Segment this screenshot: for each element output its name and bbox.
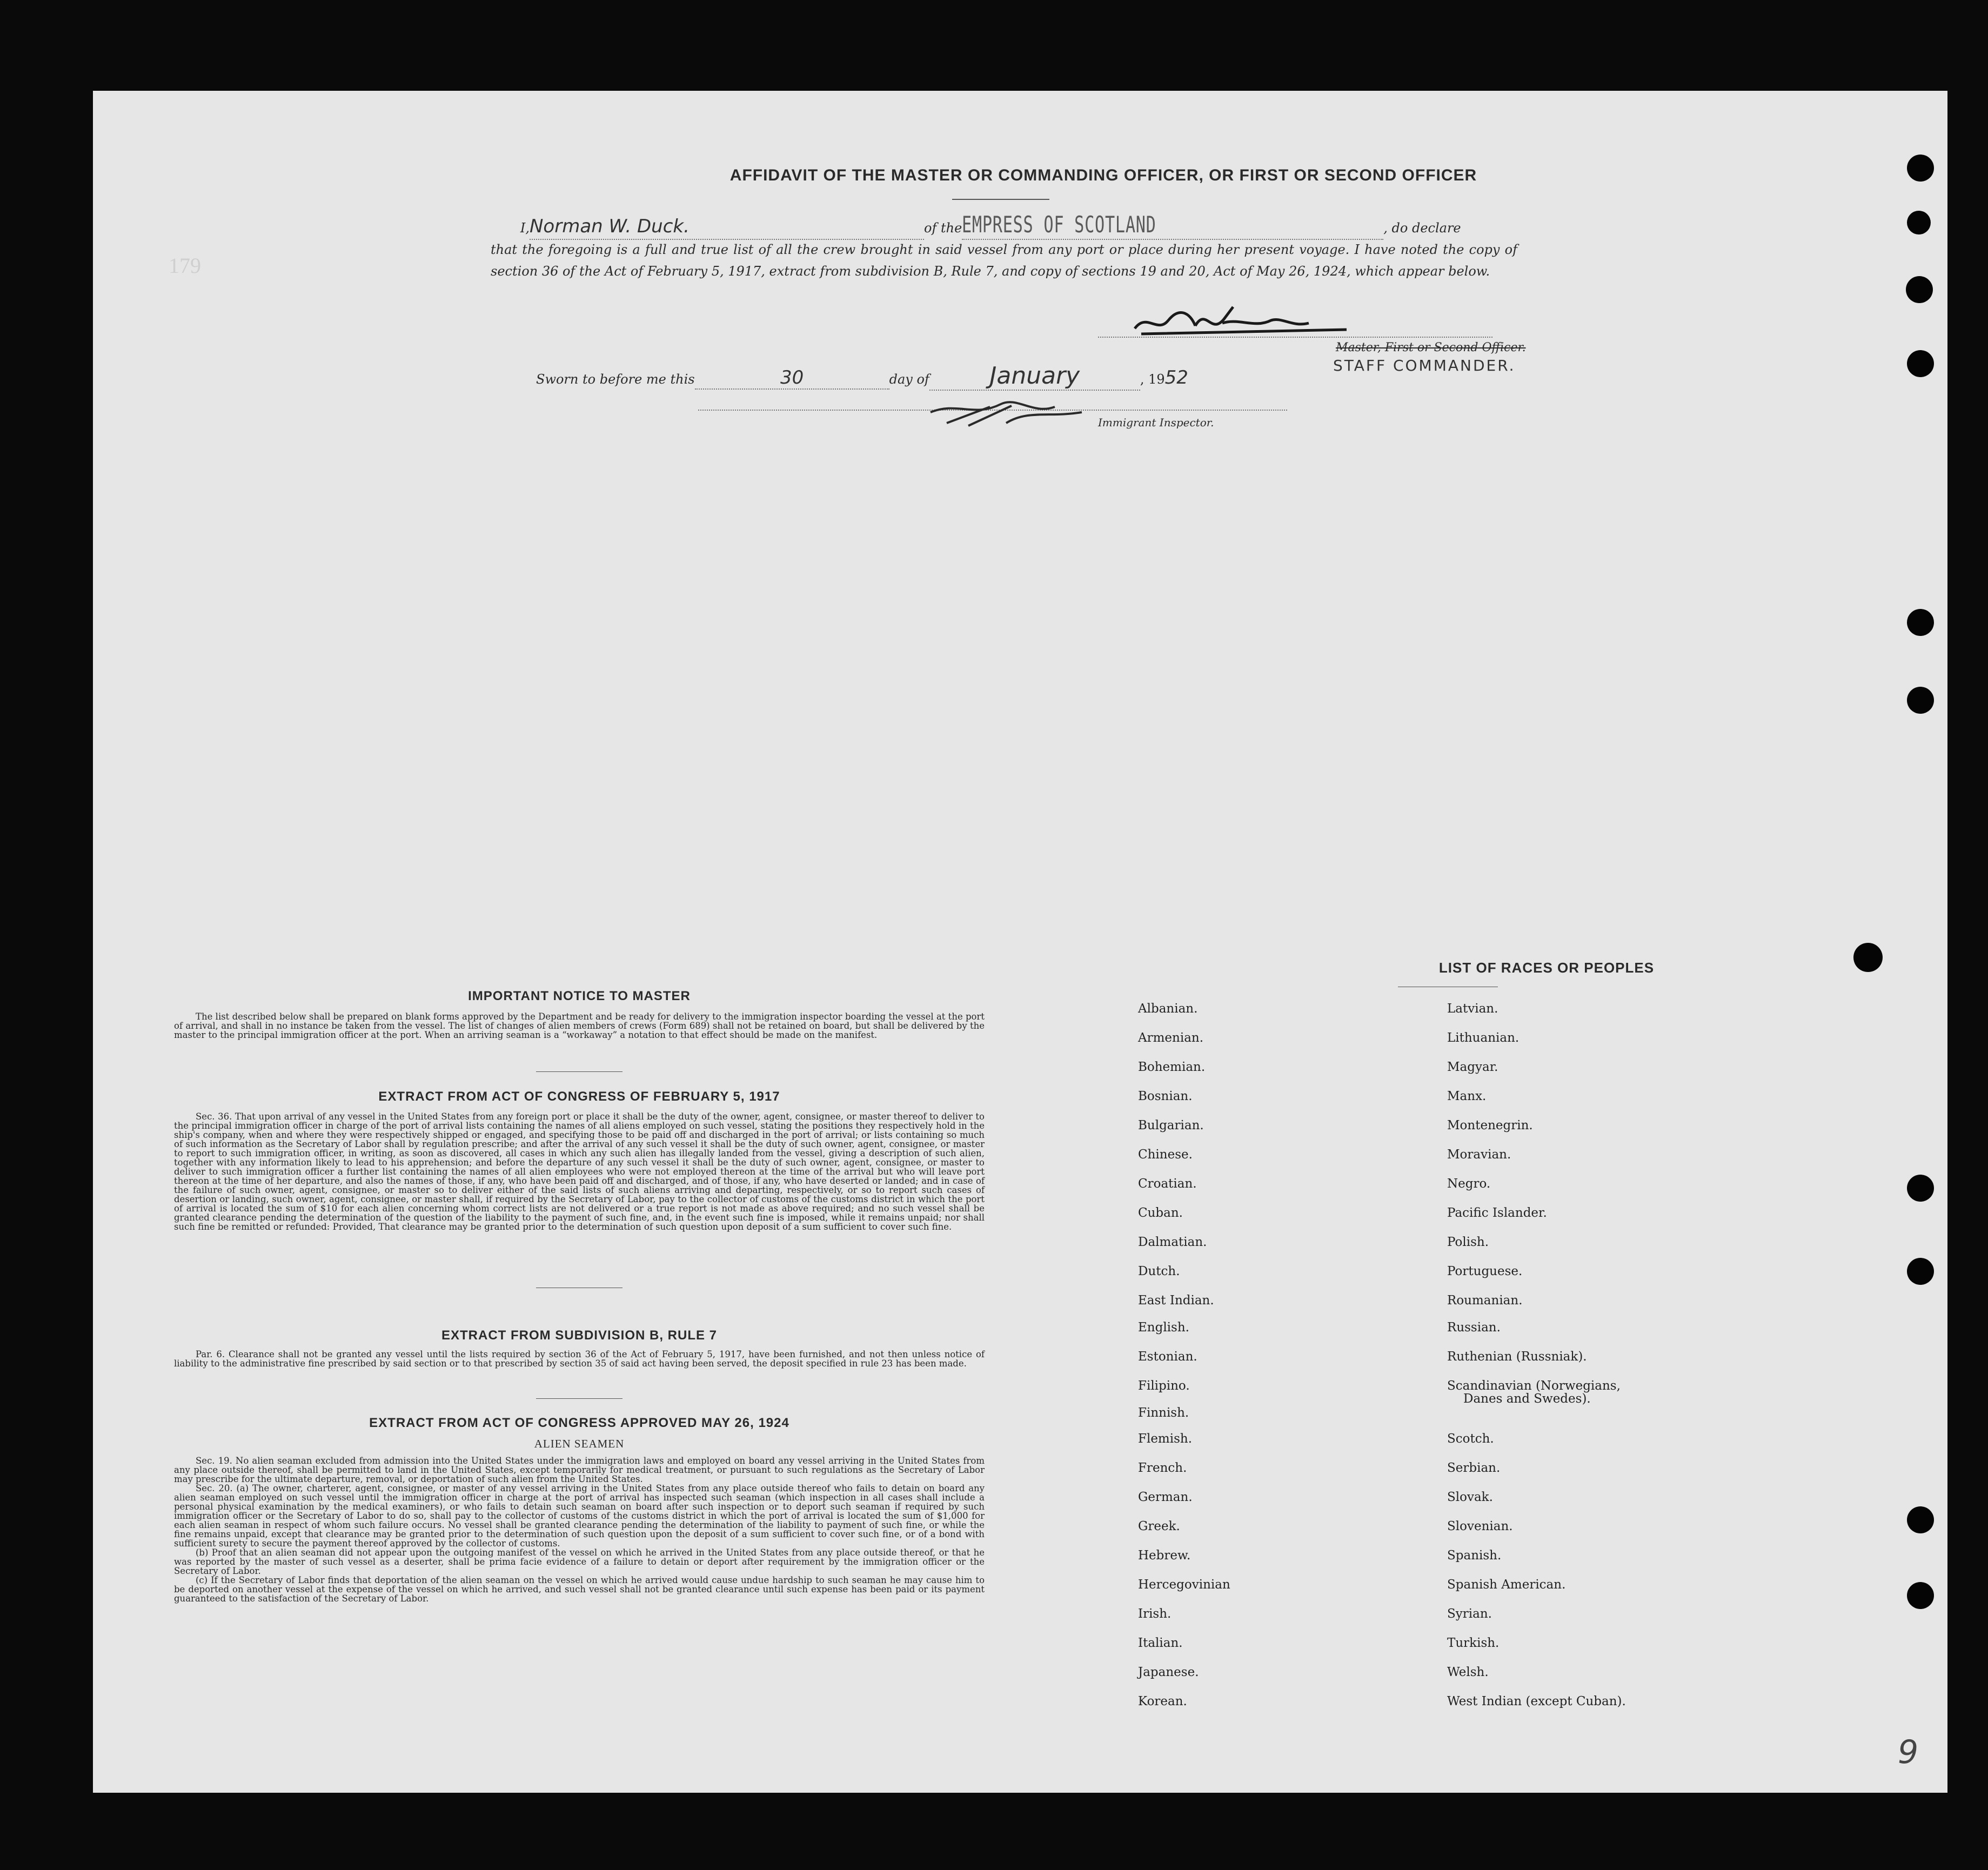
race-irish: Irish. (1138, 1607, 1172, 1621)
race-korean: Korean. (1138, 1694, 1187, 1708)
sworn-prefix: Sworn to before me this (536, 372, 695, 387)
race-serbian: Serbian. (1447, 1461, 1501, 1475)
race-bosnian: Bosnian. (1138, 1089, 1193, 1103)
race-turkish: Turkish. (1447, 1636, 1500, 1650)
race-armenian: Armenian. (1138, 1031, 1204, 1045)
race-spanish-american: Spanish American. (1447, 1578, 1566, 1592)
race-french: French. (1138, 1461, 1187, 1475)
affidavit-title: AFFIDAVIT OF THE MASTER OR COMMANDING OFFICER, OR FIRST OR SECOND OFFICER (729, 166, 1477, 184)
inspector-signature (925, 385, 1103, 434)
extract-1924-text (174, 1456, 985, 1603)
sworn-day-field (695, 367, 889, 390)
punch-hole (1907, 609, 1934, 636)
vessel-field (962, 211, 1383, 240)
of-the-label: of the (924, 220, 962, 236)
section-19-paragraph: Sec. 19. No alien seaman excluded from admission into the United States under the immigration laws and employed on board any vessel arriving in the United States from any place outside thereof, shall be permitted to land in the United States, except temporarily for medical treatment, or pursuant to such regulations as the Secretary of Labor may prescribe for the ultimate departure, removal, or deportation of such alien from the United States. (174, 1456, 985, 1484)
punch-hole (1907, 1582, 1934, 1609)
race-albanian: Albanian. (1138, 1002, 1198, 1016)
corner-mark: 9 (1898, 1733, 1919, 1771)
year-suffix-handwritten: 52 (1164, 367, 1188, 388)
punch-hole (1907, 1506, 1934, 1533)
document-page (93, 91, 1947, 1793)
race-german: German. (1138, 1490, 1193, 1504)
race-east-indian: East Indian. (1138, 1293, 1214, 1308)
race-spanish: Spanish. (1447, 1549, 1502, 1563)
races-title: LIST OF RACES OR PEOPLES (1438, 960, 1655, 976)
race-dalmatian: Dalmatian. (1138, 1235, 1207, 1249)
vessel-name-stamp: EMPRESS OF SCOTLAND (962, 211, 1156, 238)
race-montenegrin: Montenegrin. (1447, 1118, 1533, 1132)
notice-title: IMPORTANT NOTICE TO MASTER (468, 989, 691, 1003)
race-japanese: Japanese. (1138, 1665, 1199, 1679)
extract-1917-title: EXTRACT FROM ACT OF CONGRESS OF FEBRUARY 5, 1917 (378, 1089, 780, 1104)
rule-7-paragraph: Par. 6. Clearance shall not be granted any vessel until the lists required by section 36 of the Act of February 5, 1917, have been furnished, and not then unless notice of liability to the administrative fine prescribed by said section or to that prescribed by section 35 of said act having been served, the deposit specified in rule 23 has been made. (174, 1349, 985, 1369)
punch-hole (1907, 350, 1934, 377)
title-divider (952, 199, 1049, 200)
extract-1917-text (174, 1112, 985, 1231)
race-scandinavian-continued: Danes and Swedes). (1463, 1392, 1591, 1406)
race-moravian: Moravian. (1447, 1148, 1511, 1162)
race-magyar: Magyar. (1447, 1060, 1498, 1074)
race-slovak: Slovak. (1447, 1490, 1493, 1504)
margin-number: 179 (169, 253, 201, 278)
master-signature (1130, 296, 1357, 345)
punch-hole (1907, 155, 1934, 182)
master-name-handwritten: Norman W. Duck. (530, 216, 690, 237)
affidavit-line-1 (491, 211, 1517, 240)
affidavit-declaration-text: that the foregoing is a full and true list of all the crew brought in said vessel from any port or place during her present voyage. I have noted the copy of section 36 of the Act of February 5, 1917, extract from subdivision B, Rule 7, and copy of sections 19 and 20, Act of May 26, 1924, which appear below. (491, 242, 1517, 279)
rule-7-title: EXTRACT FROM SUBDIVISION B, RULE 7 (441, 1328, 718, 1343)
race-lithuanian: Lithuanian. (1447, 1031, 1520, 1045)
punch-hole (1907, 1175, 1934, 1202)
do-declare-label: , do declare (1383, 220, 1461, 236)
rule-7-divider (536, 1398, 622, 1399)
race-syrian: Syrian. (1447, 1607, 1492, 1621)
race-west-indian: West Indian (except Cuban). (1447, 1694, 1626, 1708)
punch-hole (1907, 211, 1931, 234)
race-croatian: Croatian. (1138, 1177, 1197, 1191)
race-italian: Italian. (1138, 1636, 1183, 1650)
race-manx: Manx. (1447, 1089, 1487, 1103)
officer-role-label: Master, First or Second Officer. (1336, 341, 1526, 354)
race-scandinavian: Scandinavian (Norwegians, (1447, 1379, 1621, 1393)
master-name-field (530, 216, 924, 240)
race-bohemian: Bohemian. (1138, 1060, 1206, 1074)
race-ruthenian: Ruthenian (Russniak). (1447, 1350, 1587, 1364)
race-finnish: Finnish. (1138, 1406, 1189, 1420)
officer-title-handwritten: STAFF COMMANDER. (1333, 357, 1516, 374)
race-filipino: Filipino. (1138, 1379, 1190, 1393)
section-20a-paragraph: Sec. 20. (a) The owner, charterer, agent, consignee, or master of any vessel arriving in the United States from any place outside thereof who fails to detain on board any alien seaman employed on such vessel until the immigration officer in charge at the port of arrival has inspected such seaman (which inspection in all cases shall include a personal physical examination by the medical examiners), or who fails to detain such seaman on board after such inspection or to deport such seaman if required by such immigration officer or the Secretary of Labor to do so, shall pay to the collector of customs of the customs district in which the port of arrival is located the sum of $1,000 for each alien seaman in respect of whom such failure occurs. No vessel shall be granted clearance pending the determination of the liability to payment of such fine, or while the fine remains unpaid, except that clearance may be granted prior to the determination of such question upon the deposit of a sum sufficient to cover such fine, or of a bond with sufficient surety to secure the payment thereof approved by the collector of customs. (174, 1483, 985, 1549)
race-english: English. (1138, 1321, 1189, 1335)
sworn-month-handwritten: January (989, 362, 1080, 390)
alien-seamen-subtitle: ALIEN SEAMEN (534, 1437, 625, 1450)
race-dutch: Dutch. (1138, 1264, 1180, 1278)
race-chinese: Chinese. (1138, 1148, 1193, 1162)
race-russian: Russian. (1447, 1321, 1501, 1335)
race-slovenian: Slovenian. (1447, 1519, 1513, 1533)
notice-text (174, 1012, 985, 1040)
race-estonian: Estonian. (1138, 1350, 1197, 1364)
race-flemish: Flemish. (1138, 1432, 1193, 1446)
race-portuguese: Portuguese. (1447, 1264, 1523, 1278)
punch-hole (1853, 943, 1883, 972)
affidavit-body (491, 211, 1517, 282)
punch-hole (1906, 276, 1933, 303)
race-bulgarian: Bulgarian. (1138, 1118, 1204, 1132)
punch-hole (1907, 1258, 1934, 1285)
race-cuban: Cuban. (1138, 1206, 1183, 1220)
race-pacific-islander: Pacific Islander. (1447, 1206, 1547, 1220)
notice-divider (536, 1071, 622, 1072)
affidavit-i-label: I, (520, 220, 530, 236)
race-welsh: Welsh. (1447, 1665, 1489, 1679)
notice-paragraph: The list described below shall be prepared on blank forms approved by the Department and be ready for delivery to the immigration inspector boarding the vessel at the port of arrival, and shall in no instance be taken from the vessel. The list of changes of alien members of crews (Form 689) shall not be retained on board, but shall be delivered by the master to the principal immigration officer at the port. When an arriving seaman is a “workaway” a notation to that effect should be made on the manifest. (174, 1011, 985, 1040)
extract-1924-title: EXTRACT FROM ACT OF CONGRESS APPROVED MAY 26, 1924 (369, 1416, 789, 1430)
race-greek: Greek. (1138, 1519, 1180, 1533)
race-roumanian: Roumanian. (1447, 1293, 1523, 1308)
section-20b-paragraph: (b) Proof that an alien seaman did not appear upon the outgoing manifest of the vessel on which he arrived in the United States from any place outside thereof, or that he was reported by the master of such vessel as a deserter, shall be prima facie evidence of a failure to detain or deport after requirement by the immigration officer or the Secretary of Labor. (174, 1547, 985, 1576)
section-20c-paragraph: (c) If the Secretary of Labor finds that deportation of the alien seaman on the vessel on which he arrived would cause undue hardship to such seaman he may cause him to be deported on another vessel at the expense of the vessel on which he arrived, and such vessel shall not be granted clearance until such expense has been paid or its payment guaranteed to the satisfaction of the Secretary of Labor. (174, 1575, 985, 1604)
year-prefix: , 19 (1140, 372, 1165, 387)
race-scotch: Scotch. (1447, 1432, 1494, 1446)
punch-hole (1907, 687, 1934, 714)
sworn-day-handwritten: 30 (780, 367, 804, 388)
race-hebrew: Hebrew. (1138, 1549, 1191, 1563)
race-polish: Polish. (1447, 1235, 1489, 1249)
day-of-label: day of (889, 372, 929, 387)
inspector-label: Immigrant Inspector. (1098, 416, 1214, 429)
race-latvian: Latvian. (1447, 1002, 1498, 1016)
rule-7-text (174, 1350, 985, 1368)
section-36-paragraph: Sec. 36. That upon arrival of any vessel in the United States from any foreign port or place it shall be the duty of the owner, agent, consignee, or master thereof to deliver to the principal immigration officer in charge of the port of arrival lists containing the names of all aliens employed on such vessel, stating the positions they respectively hold in the ship's company, when and where they were respectively shipped or engaged, and specifying those to be paid off and discharged in the port of arrival; or lists containing so much of such information as the Secretary of Labor shall by regulation prescribe; and after the arrival of any such vessel it shall be the duty of such owner, agent, consignee, or master to report to such immigration officer, in writing, as soon as discovered, all cases in which any such alien has illegally landed from the vessel, giving a description of such alien, together with any information likely to lead to his apprehension; and before the departure of any such vessel it shall be the duty of such owner, agent, consignee, or master to deliver to such immigration officer a further list containing the names of all alien employees who were not employed thereon at the time of the arrival but who will leave port thereon at the time of her departure, and also the names of those, if any, who have been paid off and discharged, and of those, if any, who have deserted or landed; and in case of the failure of such owner, agent, consignee, or master so to deliver either of the said lists of such aliens arriving and departing, respectively, or so to report such cases of desertion or landing, such owner, agent, consignee, or master shall, if required by the Secretary of Labor, pay to the collector of customs of the customs district in which the port of arrival is located the sum of $10 for each alien concerning whom correct lists are not delivered or a true report is not made as above required; and no such vessel shall be granted clearance pending the determination of the question of the liability to the payment of such fine, and, in the event such fine is imposed, while it remains unpaid; nor shall such fine be remitted or refunded: Provided, That clearance may be granted prior to the determination of such question upon deposit of a sum sufficient to cover such fine. (174, 1111, 985, 1232)
race-negro: Negro. (1447, 1177, 1491, 1191)
race-hercegovinian: Hercegovinian (1138, 1578, 1230, 1592)
